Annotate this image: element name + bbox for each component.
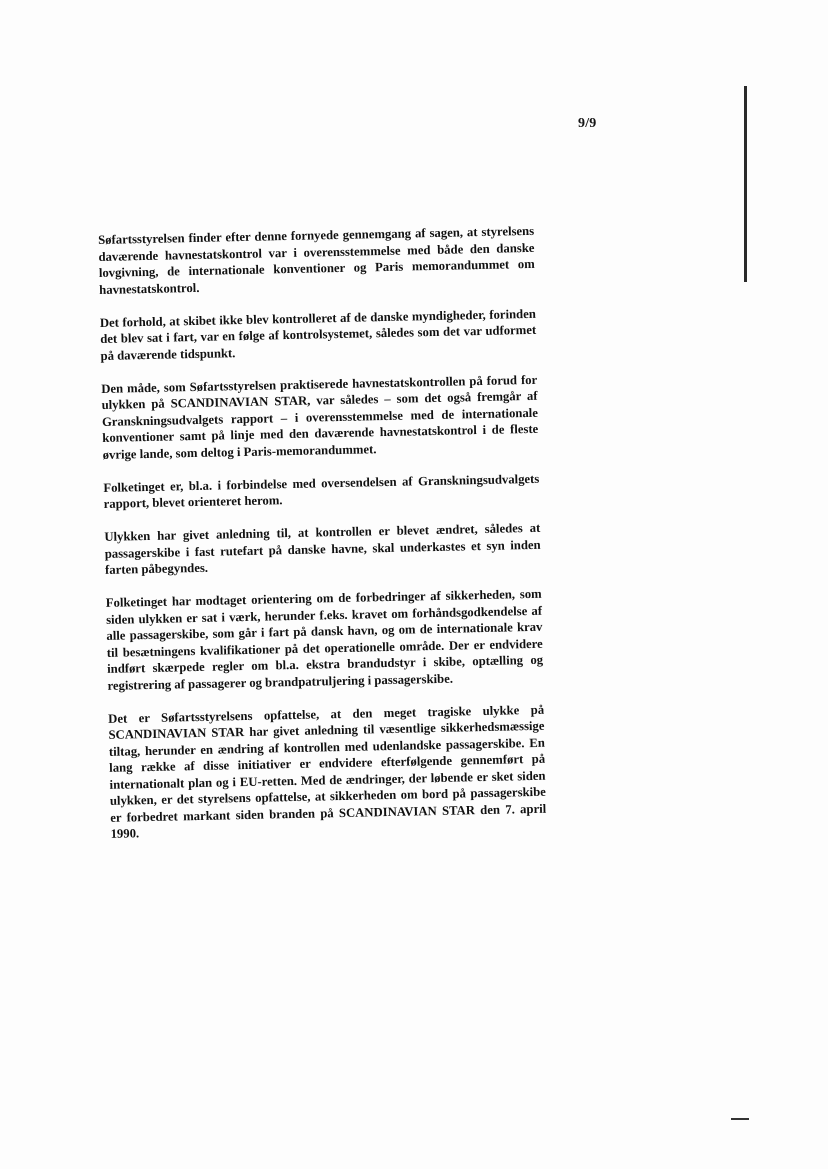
- scan-edge-line: [744, 86, 747, 282]
- paragraph-1: Søfartsstyrelsen finder efter denne fornyede gennemgang af sagen, at styrelsens daværende havnestatskontrol var i overensstemmelse med både den danske lovgivning, de internationale konventioner og Paris memorandummet om havnestatskontrol.: [98, 223, 535, 297]
- paragraph-4: Folketinget er, bl.a. i forbindelse med oversendelsen af Granskningsudvalgets rapport, blevet orienteret herom.: [103, 471, 540, 511]
- scan-edge-mark: [731, 1118, 749, 1120]
- paragraph-5: Ulykken har givet anledning til, at kontrollen er blevet ændret, således at passagerskibe i fast rutefart på danske havne, skal underkastes et syn inden farten påbegyndes.: [104, 520, 541, 577]
- page-number: 9/9: [578, 116, 597, 131]
- paragraph-2: Det forhold, at skibet ikke blev kontrolleret af de danske myndigheder, forinden det blev sat i fart, var en følge af kontrolsystemet, således som det var udformet på daværende tidspunkt.: [99, 306, 537, 363]
- paragraph-7: Det er Søfartsstyrelsens opfattelse, at den meget tragiske ulykke på SCANDINAVIAN STAR har givet anledning til væsentlige sikkerhedsmæssige tiltag, herunder en ændring af kontrollen med udenlandske passagerskibe. En lang række af disse initiativer er endvidere efterfølgende gennemført på internationalt plan og i EU-retten. Med de ændringer, der løbende er sket siden ulykken, er det styrelsens opfattelse, at sikkerheden om bord på passagerskibe er forbedret markant siden branden på SCANDINAVIAN STAR den 7. april 1990.: [108, 702, 547, 841]
- paragraph-6: Folketinget har modtaget orientering om de forbedringer af sikkerheden, som siden ulykken er sat i værk, herunder f.eks. kravet om forhåndsgodkendelse af alle passagerskibe, som går i fart på dansk havn, og om de internationale krav til besætningens kvalifikationer på det operationelle område. Der er endvidere indført skærpede regler om bl.a. ekstra brandudstyr i skibe, optælling og registrering af passagerer og brandpatruljering i passagerskibe.: [105, 586, 544, 693]
- body-text: [98, 223, 547, 859]
- paragraph-3: Den måde, som Søfartsstyrelsen praktiserede havnestatskontrollen på forud for ulykken på SCANDINAVIAN STAR, var således – som det også fremgår af Granskningsudvalgets rapport – i overensstemmelse med de internationale konventioner samt på linje med den daværende havnestatskontrol i de fleste øvrige lande, som deltog i Paris-memorandummet.: [101, 372, 539, 462]
